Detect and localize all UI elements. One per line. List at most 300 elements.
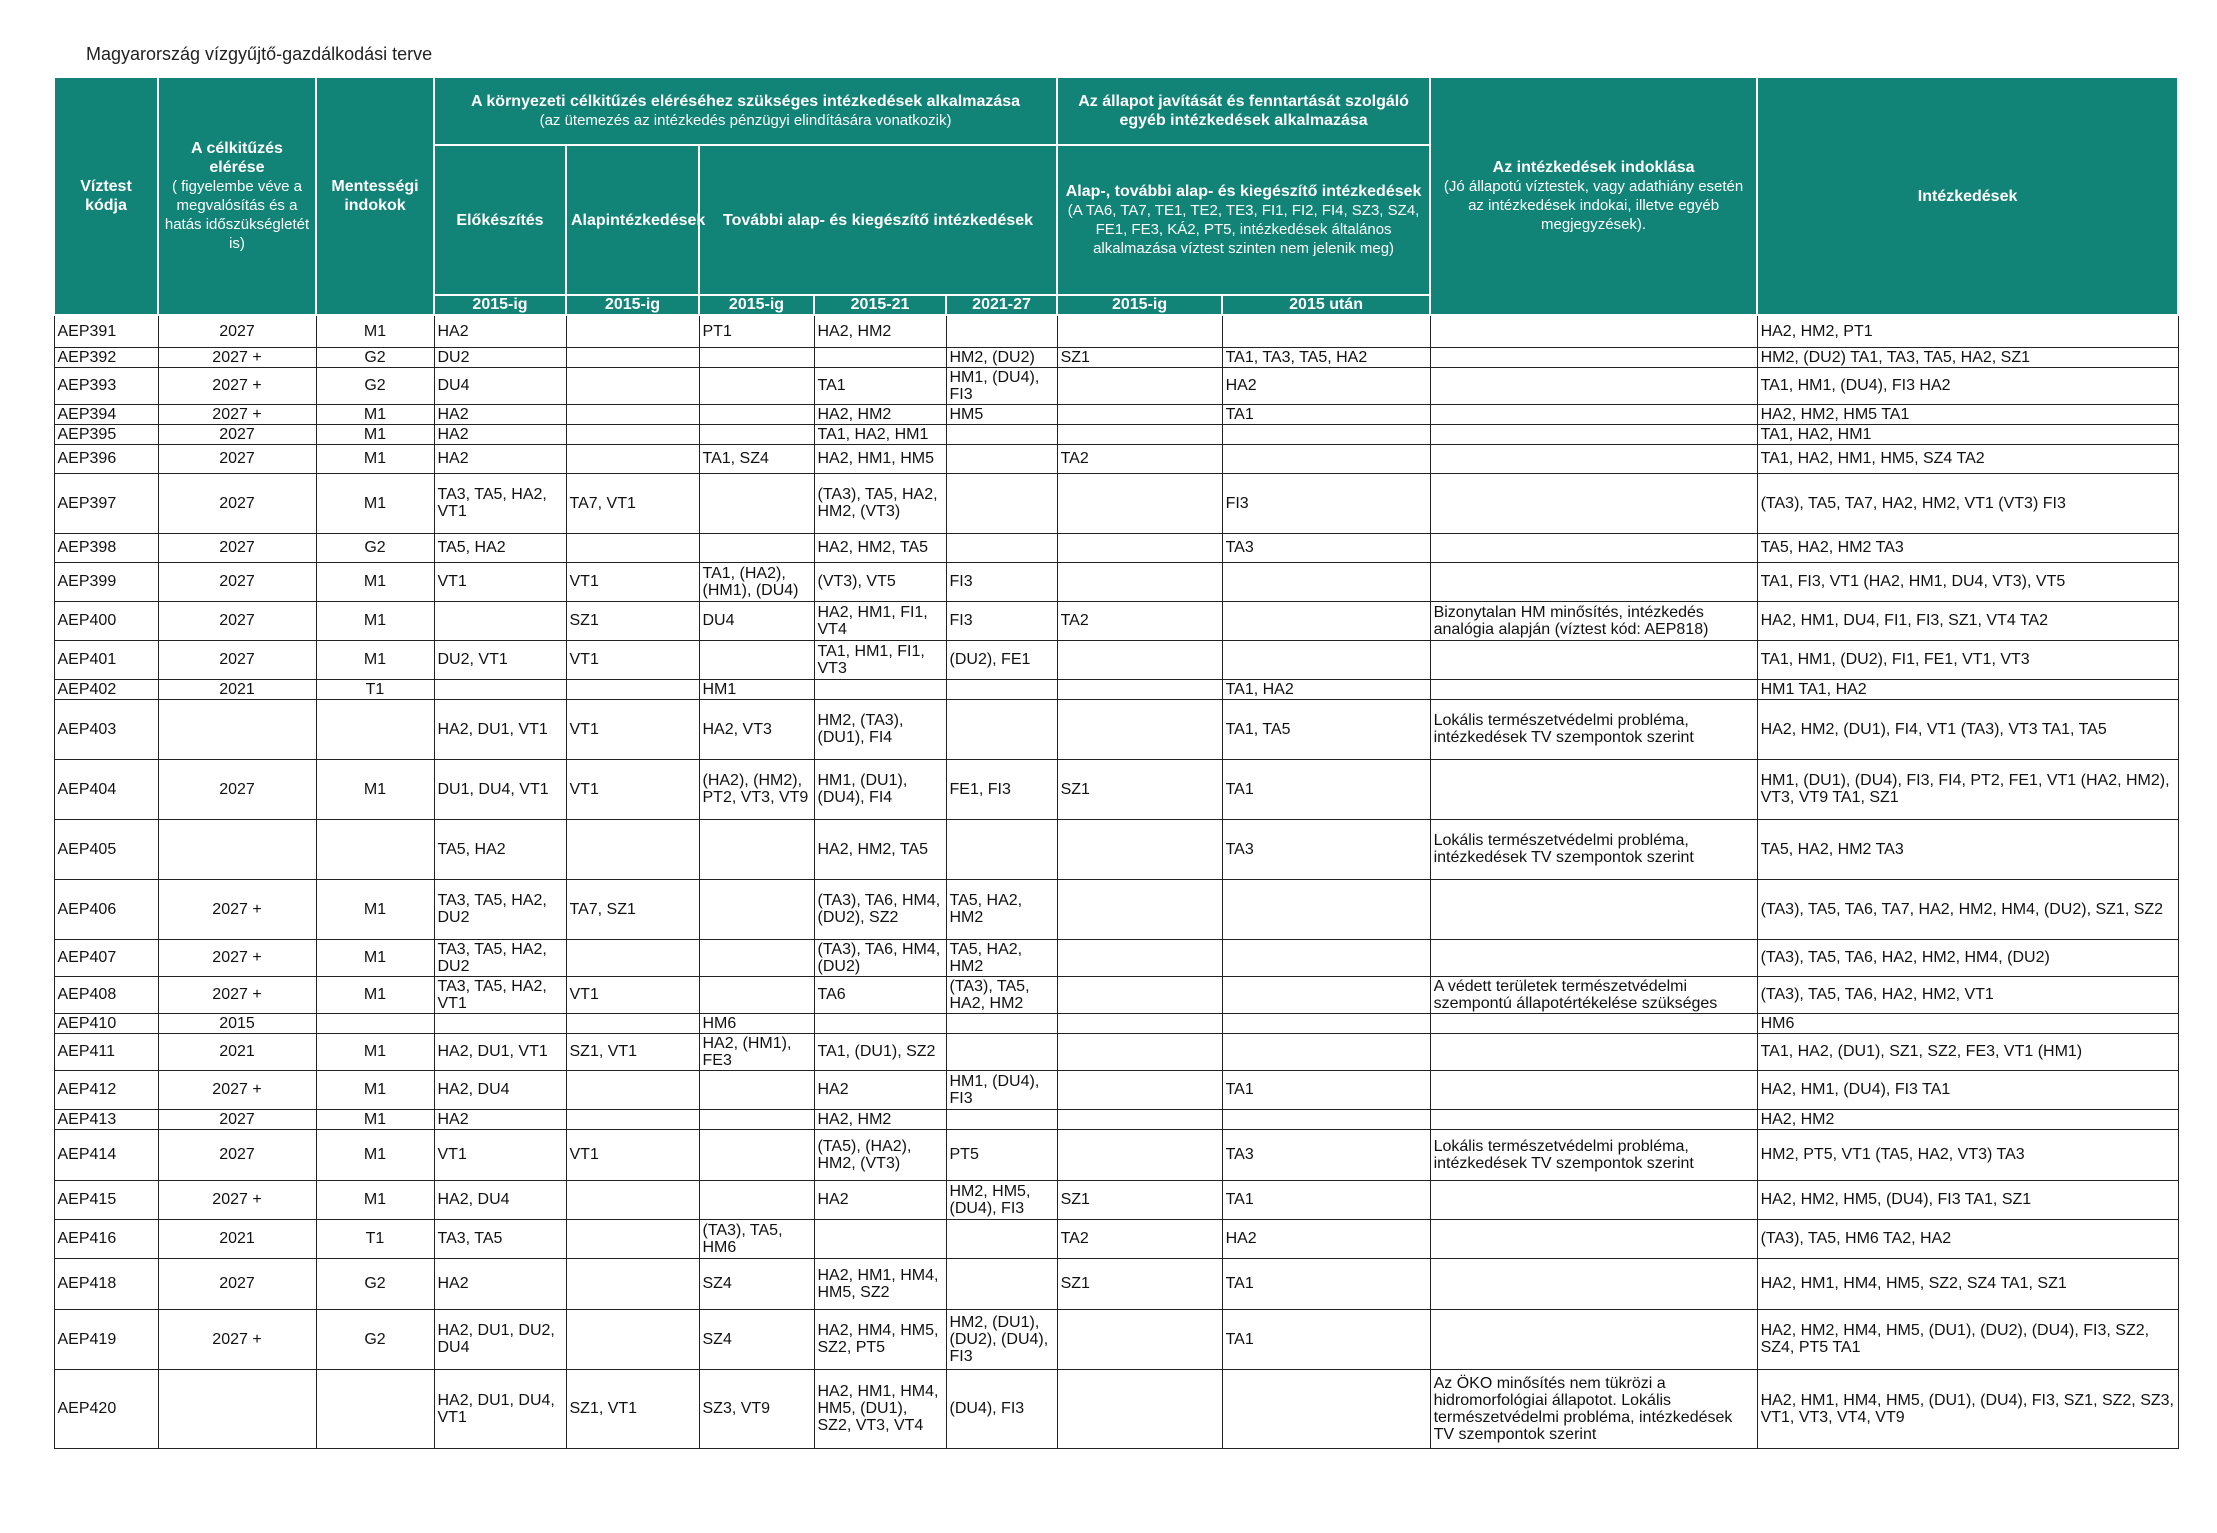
elokeszites-cell: DU4	[434, 367, 566, 404]
table-row	[54, 1070, 2178, 1109]
table-row	[54, 1180, 2178, 1219]
alapintezkedes-cell	[566, 367, 699, 404]
indoklas-cell: Lokális természetvédelmi probléma, intézkedések TV szempontok szerint	[1430, 699, 1757, 759]
tovabbi-2015ig-cell	[699, 404, 814, 424]
elokeszites-cell: TA3, TA5, HA2, VT1	[434, 976, 566, 1013]
indoklas-cell	[1430, 640, 1757, 679]
mentessegi-cell: M1	[316, 1109, 434, 1129]
egyeb-2015utan-cell	[1222, 601, 1430, 640]
table-body	[54, 315, 2178, 1448]
celkituzes-cell: 2027 +	[158, 1309, 316, 1369]
table-row	[54, 315, 2178, 347]
col-header-elokeszites: Előkészítés	[434, 145, 566, 295]
alapintezkedes-cell: SZ1	[566, 601, 699, 640]
egyeb-2015ig-cell	[1057, 367, 1222, 404]
alapintezkedes-cell	[566, 1013, 699, 1033]
year-header: 2015-ig	[566, 295, 699, 315]
indoklas-cell	[1430, 1309, 1757, 1369]
alapintezkedes-cell	[566, 939, 699, 976]
alapintezkedes-cell	[566, 347, 699, 367]
elokeszites-cell: HA2	[434, 444, 566, 473]
egyeb-2015utan-cell: TA3	[1222, 819, 1430, 879]
tovabbi-2021-27-cell: (DU4), FI3	[946, 1369, 1057, 1448]
egyeb-2015utan-cell: FI3	[1222, 473, 1430, 533]
indoklas-cell	[1430, 473, 1757, 533]
mentessegi-cell	[316, 699, 434, 759]
indoklas-cell	[1430, 315, 1757, 347]
table-row	[54, 444, 2178, 473]
celkituzes-cell: 2027	[158, 601, 316, 640]
tovabbi-2015-21-cell: HM1, (DU1), (DU4), FI4	[814, 759, 946, 819]
egyeb-2015ig-cell	[1057, 315, 1222, 347]
viztest-kod-cell: AEP392	[54, 347, 158, 367]
viztest-kod-cell: AEP416	[54, 1219, 158, 1258]
egyeb-2015utan-cell	[1222, 939, 1430, 976]
viztest-kod-cell: AEP400	[54, 601, 158, 640]
tovabbi-2015ig-cell: HM6	[699, 1013, 814, 1033]
col-header-alap-tovabbi	[1057, 145, 1430, 295]
measures-table-container	[53, 76, 2177, 1449]
celkituzes-cell: 2027	[158, 1109, 316, 1129]
intezkedesek-cell: TA1, HM1, (DU4), FI3 HA2	[1757, 367, 2178, 404]
year-header: 2021-27	[946, 295, 1057, 315]
alapintezkedes-cell: VT1	[566, 699, 699, 759]
elokeszites-cell: VT1	[434, 1129, 566, 1180]
egyeb-2015ig-cell	[1057, 1109, 1222, 1129]
tovabbi-2015-21-cell: HA2, HM1, HM5	[814, 444, 946, 473]
egyeb-2015utan-cell: TA3	[1222, 1129, 1430, 1180]
celkituzes-cell	[158, 699, 316, 759]
elokeszites-cell	[434, 601, 566, 640]
elokeszites-cell: HA2, DU1, DU4, VT1	[434, 1369, 566, 1448]
intezkedesek-cell: TA1, HA2, HM1, HM5, SZ4 TA2	[1757, 444, 2178, 473]
tovabbi-2021-27-cell	[946, 699, 1057, 759]
egyeb-2015ig-cell	[1057, 1369, 1222, 1448]
egyeb-2015ig-cell	[1057, 679, 1222, 699]
intezkedesek-cell: HA2, HM1, HM4, HM5, (DU1), (DU4), FI3, SZ1, SZ2, SZ3, VT1, VT3, VT4, VT9	[1757, 1369, 2178, 1448]
tovabbi-2021-27-cell: TA5, HA2, HM2	[946, 879, 1057, 939]
egyeb-2015utan-cell: TA1	[1222, 1309, 1430, 1369]
tovabbi-2015ig-cell	[699, 1109, 814, 1129]
egyeb-2015ig-cell: SZ1	[1057, 1258, 1222, 1309]
tovabbi-2015ig-cell: SZ4	[699, 1258, 814, 1309]
elokeszites-cell: DU2, VT1	[434, 640, 566, 679]
tovabbi-2021-27-cell: PT5	[946, 1129, 1057, 1180]
celkituzes-cell: 2027 +	[158, 879, 316, 939]
egyeb-2015utan-cell: TA1, TA3, TA5, HA2	[1222, 347, 1430, 367]
egyeb-2015ig-cell: SZ1	[1057, 347, 1222, 367]
celkituzes-cell: 2027	[158, 640, 316, 679]
mentessegi-cell: M1	[316, 444, 434, 473]
tovabbi-2021-27-cell	[946, 1033, 1057, 1070]
tovabbi-2015-21-cell: HA2, HM1, FI1, VT4	[814, 601, 946, 640]
tovabbi-2021-27-cell: HM5	[946, 404, 1057, 424]
viztest-kod-cell: AEP396	[54, 444, 158, 473]
indoklas-cell: A védett területek természetvédelmi szempontú állapotértékelése szükséges	[1430, 976, 1757, 1013]
intezkedesek-cell: TA1, FI3, VT1 (HA2, HM1, DU4, VT3), VT5	[1757, 562, 2178, 601]
indoklas-cell	[1430, 1219, 1757, 1258]
egyeb-2015utan-cell: HA2	[1222, 367, 1430, 404]
table-row	[54, 679, 2178, 699]
indoklas-cell: Az ÖKO minősítés nem tükrözi a hidromorfológiai állapotot. Lokális természetvédelmi probléma, intézkedések TV szempontok szerint	[1430, 1369, 1757, 1448]
tovabbi-2015-21-cell: TA1, HA2, HM1	[814, 424, 946, 444]
mentessegi-cell: M1	[316, 1180, 434, 1219]
tovabbi-2021-27-cell	[946, 1013, 1057, 1033]
egyeb-2015utan-cell	[1222, 1033, 1430, 1070]
egyeb-2015ig-cell	[1057, 1129, 1222, 1180]
intezkedesek-cell: HA2, HM2, HM4, HM5, (DU1), (DU2), (DU4), FI3, SZ2, SZ4, PT5 TA1	[1757, 1309, 2178, 1369]
viztest-kod-cell: AEP393	[54, 367, 158, 404]
col-header-intezkedesek: Intézkedések	[1757, 77, 2178, 315]
viztest-kod-cell: AEP391	[54, 315, 158, 347]
mentessegi-cell: M1	[316, 562, 434, 601]
year-header: 2015-21	[814, 295, 946, 315]
indoklas-title: Az intézkedések indoklása	[1492, 159, 1695, 176]
elokeszites-cell: TA3, TA5, HA2, DU2	[434, 939, 566, 976]
egyeb-2015utan-cell: TA3	[1222, 533, 1430, 562]
intezkedesek-cell: HM2, (DU2) TA1, TA3, TA5, HA2, SZ1	[1757, 347, 2178, 367]
tovabbi-2015-21-cell	[814, 1219, 946, 1258]
celkituzes-cell: 2027 +	[158, 1180, 316, 1219]
indoklas-cell	[1430, 444, 1757, 473]
table-row	[54, 1219, 2178, 1258]
intezkedesek-cell: (TA3), TA5, TA6, TA7, HA2, HM2, HM4, (DU2), SZ1, SZ2	[1757, 879, 2178, 939]
indoklas-cell: Bizonytalan HM minősítés, intézkedés analógia alapján (víztest kód: AEP818)	[1430, 601, 1757, 640]
elokeszites-cell: HA2	[434, 315, 566, 347]
tovabbi-2021-27-cell: HM1, (DU4), FI3	[946, 367, 1057, 404]
intezkedesek-cell: (TA3), TA5, HM6 TA2, HA2	[1757, 1219, 2178, 1258]
table-row	[54, 976, 2178, 1013]
tovabbi-2015ig-cell	[699, 1129, 814, 1180]
tovabbi-2015-21-cell: (TA3), TA5, HA2, HM2, (VT3)	[814, 473, 946, 533]
table-row	[54, 879, 2178, 939]
egyeb-2015ig-cell	[1057, 976, 1222, 1013]
col-header-indoklas	[1430, 77, 1757, 315]
intezkedesek-cell: HA2, HM2, HM5, (DU4), FI3 TA1, SZ1	[1757, 1180, 2178, 1219]
alap-tovabbi-subtitle: (A TA6, TA7, TE1, TE2, TE3, FI1, FI2, FI4, SZ3, SZ4, FE1, FE3, KÁ2, PT5, intézkedések általános alkalmazása víztest szinten nem jelenik meg)	[1067, 202, 1420, 257]
table-row	[54, 640, 2178, 679]
viztest-kod-cell: AEP399	[54, 562, 158, 601]
mentessegi-cell: M1	[316, 976, 434, 1013]
intezkedesek-cell: HA2, HM1, DU4, FI1, FI3, SZ1, VT4 TA2	[1757, 601, 2178, 640]
egyeb-2015utan-cell	[1222, 640, 1430, 679]
egyeb-2015ig-cell: TA2	[1057, 601, 1222, 640]
tovabbi-2015-21-cell	[814, 1013, 946, 1033]
egyeb-2015ig-cell	[1057, 424, 1222, 444]
egyeb-2015utan-cell	[1222, 315, 1430, 347]
mentessegi-cell: T1	[316, 1219, 434, 1258]
table-row	[54, 1013, 2178, 1033]
egyeb-2015ig-cell	[1057, 404, 1222, 424]
mentessegi-cell: M1	[316, 759, 434, 819]
intezkedesek-cell: HA2, HM1, (DU4), FI3 TA1	[1757, 1070, 2178, 1109]
alapintezkedes-cell	[566, 679, 699, 699]
table-row	[54, 404, 2178, 424]
alap-tovabbi-title: Alap-, további alap- és kiegészítő intézkedések	[1065, 183, 1422, 200]
tovabbi-2015-21-cell: (TA5), (HA2), HM2, (VT3)	[814, 1129, 946, 1180]
celkituzes-title: A célkitűzés elérése	[191, 140, 283, 176]
viztest-kod-cell: AEP414	[54, 1129, 158, 1180]
tovabbi-2015-21-cell: TA1	[814, 367, 946, 404]
tovabbi-2021-27-cell	[946, 424, 1057, 444]
elokeszites-cell: HA2, DU4	[434, 1070, 566, 1109]
table-row	[54, 533, 2178, 562]
table-row	[54, 939, 2178, 976]
intezkedesek-cell: TA5, HA2, HM2 TA3	[1757, 819, 2178, 879]
viztest-kod-cell: AEP394	[54, 404, 158, 424]
table-row	[54, 819, 2178, 879]
viztest-kod-cell: AEP419	[54, 1309, 158, 1369]
egyeb-2015ig-cell	[1057, 640, 1222, 679]
mentessegi-cell: M1	[316, 424, 434, 444]
alapintezkedes-cell	[566, 1070, 699, 1109]
tovabbi-2015-21-cell: HA2, HM2	[814, 315, 946, 347]
table-row	[54, 1258, 2178, 1309]
intezkedesek-cell: TA1, HA2, (DU1), SZ1, SZ2, FE3, VT1 (HM1)	[1757, 1033, 2178, 1070]
tovabbi-2015-21-cell: HA2	[814, 1180, 946, 1219]
indoklas-cell	[1430, 367, 1757, 404]
egyeb-2015ig-cell	[1057, 1070, 1222, 1109]
elokeszites-cell: HA2, DU4	[434, 1180, 566, 1219]
celkituzes-cell: 2015	[158, 1013, 316, 1033]
viztest-kod-cell: AEP410	[54, 1013, 158, 1033]
viztest-kod-cell: AEP404	[54, 759, 158, 819]
celkituzes-cell: 2027	[158, 315, 316, 347]
indoklas-cell	[1430, 347, 1757, 367]
tovabbi-2015-21-cell: TA1, (DU1), SZ2	[814, 1033, 946, 1070]
elokeszites-cell: TA5, HA2	[434, 533, 566, 562]
tovabbi-2021-27-cell: HM2, HM5, (DU4), FI3	[946, 1180, 1057, 1219]
table-row	[54, 1109, 2178, 1129]
tovabbi-2015-21-cell: HA2	[814, 1070, 946, 1109]
tovabbi-2015-21-cell: HA2, HM2	[814, 1109, 946, 1129]
viztest-kod-cell: AEP408	[54, 976, 158, 1013]
viztest-kod-cell: AEP398	[54, 533, 158, 562]
egyeb-2015ig-cell: TA2	[1057, 444, 1222, 473]
tovabbi-2015ig-cell	[699, 640, 814, 679]
mentessegi-cell: G2	[316, 367, 434, 404]
indoklas-cell	[1430, 562, 1757, 601]
alapintezkedes-cell	[566, 533, 699, 562]
indoklas-cell	[1430, 1013, 1757, 1033]
year-header: 2015-ig	[1057, 295, 1222, 315]
tovabbi-2015-21-cell: HA2, HM2	[814, 404, 946, 424]
egyeb-2015utan-cell	[1222, 1013, 1430, 1033]
tovabbi-2021-27-cell	[946, 1219, 1057, 1258]
alapintezkedes-cell	[566, 1309, 699, 1369]
viztest-kod-cell: AEP406	[54, 879, 158, 939]
celkituzes-cell: 2027 +	[158, 939, 316, 976]
indoklas-cell	[1430, 1180, 1757, 1219]
table-row	[54, 1033, 2178, 1070]
table-header	[54, 77, 2178, 315]
alapintezkedes-cell: VT1	[566, 976, 699, 1013]
tovabbi-2015-21-cell: (TA3), TA6, HM4, (DU2), SZ2	[814, 879, 946, 939]
tovabbi-2021-27-cell	[946, 819, 1057, 879]
table-row	[54, 1129, 2178, 1180]
egyeb-2015ig-cell	[1057, 1309, 1222, 1369]
viztest-kod-cell: AEP403	[54, 699, 158, 759]
egyeb-2015utan-cell: TA1	[1222, 404, 1430, 424]
alapintezkedes-cell: SZ1, VT1	[566, 1033, 699, 1070]
tovabbi-2015ig-cell: HM1	[699, 679, 814, 699]
intezkedesek-cell: (TA3), TA5, TA6, HA2, HM2, HM4, (DU2)	[1757, 939, 2178, 976]
tovabbi-2015-21-cell	[814, 347, 946, 367]
viztest-kod-cell: AEP397	[54, 473, 158, 533]
tovabbi-2021-27-cell	[946, 679, 1057, 699]
elokeszites-cell: HA2, DU1, DU2, DU4	[434, 1309, 566, 1369]
intezkedesek-cell: HM1 TA1, HA2	[1757, 679, 2178, 699]
col-header-mentessegi: Mentességi indokok	[316, 77, 434, 315]
egyeb-2015ig-cell	[1057, 879, 1222, 939]
egyeb-2015ig-cell	[1057, 939, 1222, 976]
celkituzes-cell: 2027	[158, 444, 316, 473]
tovabbi-2021-27-cell	[946, 533, 1057, 562]
group-header-allapot: Az állapot javítását és fenntartását szolgáló egyéb intézkedések alkalmazása	[1057, 77, 1430, 145]
intezkedesek-cell: HM1, (DU1), (DU4), FI3, FI4, PT2, FE1, VT1 (HA2, HM2), VT3, VT9 TA1, SZ1	[1757, 759, 2178, 819]
indoklas-cell: Lokális természetvédelmi probléma, intézkedések TV szempontok szerint	[1430, 1129, 1757, 1180]
tovabbi-2021-27-cell: HM1, (DU4), FI3	[946, 1070, 1057, 1109]
mentessegi-cell	[316, 1369, 434, 1448]
table-row	[54, 1369, 2178, 1448]
elokeszites-cell: HA2	[434, 404, 566, 424]
alapintezkedes-cell	[566, 404, 699, 424]
tovabbi-2015ig-cell: TA1, SZ4	[699, 444, 814, 473]
elokeszites-cell: TA5, HA2	[434, 819, 566, 879]
year-header: 2015 után	[1222, 295, 1430, 315]
alapintezkedes-cell: TA7, VT1	[566, 473, 699, 533]
egyeb-2015utan-cell	[1222, 444, 1430, 473]
mentessegi-cell: G2	[316, 1309, 434, 1369]
table-row	[54, 601, 2178, 640]
egyeb-2015utan-cell: TA1, HA2	[1222, 679, 1430, 699]
mentessegi-cell: M1	[316, 404, 434, 424]
celkituzes-cell: 2027 +	[158, 367, 316, 404]
alapintezkedes-cell	[566, 1180, 699, 1219]
tovabbi-2015ig-cell	[699, 533, 814, 562]
egyeb-2015utan-cell: TA1, TA5	[1222, 699, 1430, 759]
kornyezeti-title: A környezeti célkitűzés eléréséhez szükséges intézkedések alkalmazása	[471, 93, 1021, 110]
elokeszites-cell: DU1, DU4, VT1	[434, 759, 566, 819]
alapintezkedes-cell: VT1	[566, 759, 699, 819]
tovabbi-2015ig-cell	[699, 473, 814, 533]
intezkedesek-cell: HM2, PT5, VT1 (TA5, HA2, VT3) TA3	[1757, 1129, 2178, 1180]
celkituzes-cell: 2021	[158, 1033, 316, 1070]
alapintezkedes-cell	[566, 315, 699, 347]
egyeb-2015utan-cell: TA1	[1222, 759, 1430, 819]
tovabbi-2015ig-cell	[699, 1180, 814, 1219]
alapintezkedes-cell	[566, 424, 699, 444]
indoklas-cell	[1430, 1070, 1757, 1109]
viztest-kod-cell: AEP402	[54, 679, 158, 699]
table-row	[54, 562, 2178, 601]
celkituzes-cell: 2027 +	[158, 404, 316, 424]
egyeb-2015ig-cell: SZ1	[1057, 759, 1222, 819]
mentessegi-cell: M1	[316, 939, 434, 976]
tovabbi-2015ig-cell	[699, 976, 814, 1013]
intezkedesek-cell: TA1, HA2, HM1	[1757, 424, 2178, 444]
egyeb-2015ig-cell	[1057, 473, 1222, 533]
celkituzes-cell: 2027	[158, 473, 316, 533]
elokeszites-cell: TA3, TA5	[434, 1219, 566, 1258]
elokeszites-cell: TA3, TA5, HA2, DU2	[434, 879, 566, 939]
tovabbi-2015ig-cell	[699, 347, 814, 367]
elokeszites-cell: HA2, DU1, VT1	[434, 1033, 566, 1070]
egyeb-2015utan-cell	[1222, 562, 1430, 601]
egyeb-2015utan-cell	[1222, 976, 1430, 1013]
mentessegi-cell: M1	[316, 1033, 434, 1070]
tovabbi-2021-27-cell: FE1, FI3	[946, 759, 1057, 819]
intezkedesek-cell: TA5, HA2, HM2 TA3	[1757, 533, 2178, 562]
table-row	[54, 367, 2178, 404]
celkituzes-cell: 2027	[158, 1129, 316, 1180]
indoklas-cell	[1430, 1258, 1757, 1309]
celkituzes-cell: 2027	[158, 562, 316, 601]
mentessegi-cell: M1	[316, 1129, 434, 1180]
year-header: 2015-ig	[699, 295, 814, 315]
mentessegi-cell: M1	[316, 879, 434, 939]
egyeb-2015ig-cell	[1057, 533, 1222, 562]
viztest-kod-cell: AEP405	[54, 819, 158, 879]
tovabbi-2015-21-cell: HA2, HM2, TA5	[814, 819, 946, 879]
tovabbi-2015ig-cell: (TA3), TA5, HM6	[699, 1219, 814, 1258]
viztest-kod-cell: AEP395	[54, 424, 158, 444]
tovabbi-2015ig-cell: PT1	[699, 315, 814, 347]
tovabbi-2021-27-cell: FI3	[946, 562, 1057, 601]
egyeb-2015ig-cell	[1057, 1033, 1222, 1070]
egyeb-2015ig-cell	[1057, 562, 1222, 601]
egyeb-2015utan-cell	[1222, 424, 1430, 444]
tovabbi-2015-21-cell: HA2, HM1, HM4, HM5, (DU1), SZ2, VT3, VT4	[814, 1369, 946, 1448]
intezkedesek-cell: HA2, HM2, (DU1), FI4, VT1 (TA3), VT3 TA1, TA5	[1757, 699, 2178, 759]
egyeb-2015ig-cell: TA2	[1057, 1219, 1222, 1258]
tovabbi-2021-27-cell: HM2, (DU1), (DU2), (DU4), FI3	[946, 1309, 1057, 1369]
alapintezkedes-cell	[566, 1109, 699, 1129]
tovabbi-2015-21-cell: (TA3), TA6, HM4, (DU2)	[814, 939, 946, 976]
alapintezkedes-cell: VT1	[566, 1129, 699, 1180]
tovabbi-2021-27-cell	[946, 473, 1057, 533]
alapintezkedes-cell	[566, 1258, 699, 1309]
col-header-celkituzes	[158, 77, 316, 315]
kornyezeti-subtitle: (az ütemezés az intézkedés pénzügyi elindítására vonatkozik)	[539, 112, 952, 129]
indoklas-cell: Lokális természetvédelmi probléma, intézkedések TV szempontok szerint	[1430, 819, 1757, 879]
table-row	[54, 699, 2178, 759]
intezkedesek-cell: HA2, HM2	[1757, 1109, 2178, 1129]
egyeb-2015utan-cell: TA1	[1222, 1070, 1430, 1109]
indoklas-cell	[1430, 939, 1757, 976]
indoklas-cell	[1430, 759, 1757, 819]
tovabbi-2021-27-cell: TA5, HA2, HM2	[946, 939, 1057, 976]
egyeb-2015utan-cell	[1222, 1109, 1430, 1129]
celkituzes-cell: 2027	[158, 424, 316, 444]
tovabbi-2021-27-cell	[946, 1258, 1057, 1309]
celkituzes-cell: 2027	[158, 759, 316, 819]
intezkedesek-cell: TA1, HM1, (DU2), FI1, FE1, VT1, VT3	[1757, 640, 2178, 679]
col-header-viztest-kod: Víztest kódja	[54, 77, 158, 315]
intezkedesek-cell: HA2, HM2, HM5 TA1	[1757, 404, 2178, 424]
intezkedesek-cell: HM6	[1757, 1013, 2178, 1033]
table-row	[54, 473, 2178, 533]
intezkedesek-cell: HA2, HM1, HM4, HM5, SZ2, SZ4 TA1, SZ1	[1757, 1258, 2178, 1309]
mentessegi-cell: G2	[316, 533, 434, 562]
col-header-alapintezkedesek: Alapintézkedések	[566, 145, 699, 295]
indoklas-cell	[1430, 404, 1757, 424]
alapintezkedes-cell: SZ1, VT1	[566, 1369, 699, 1448]
viztest-kod-cell: AEP411	[54, 1033, 158, 1070]
viztest-kod-cell: AEP412	[54, 1070, 158, 1109]
mentessegi-cell: M1	[316, 315, 434, 347]
page-title: Magyarország vízgyűjtő-gazdálkodási terve	[86, 44, 433, 64]
